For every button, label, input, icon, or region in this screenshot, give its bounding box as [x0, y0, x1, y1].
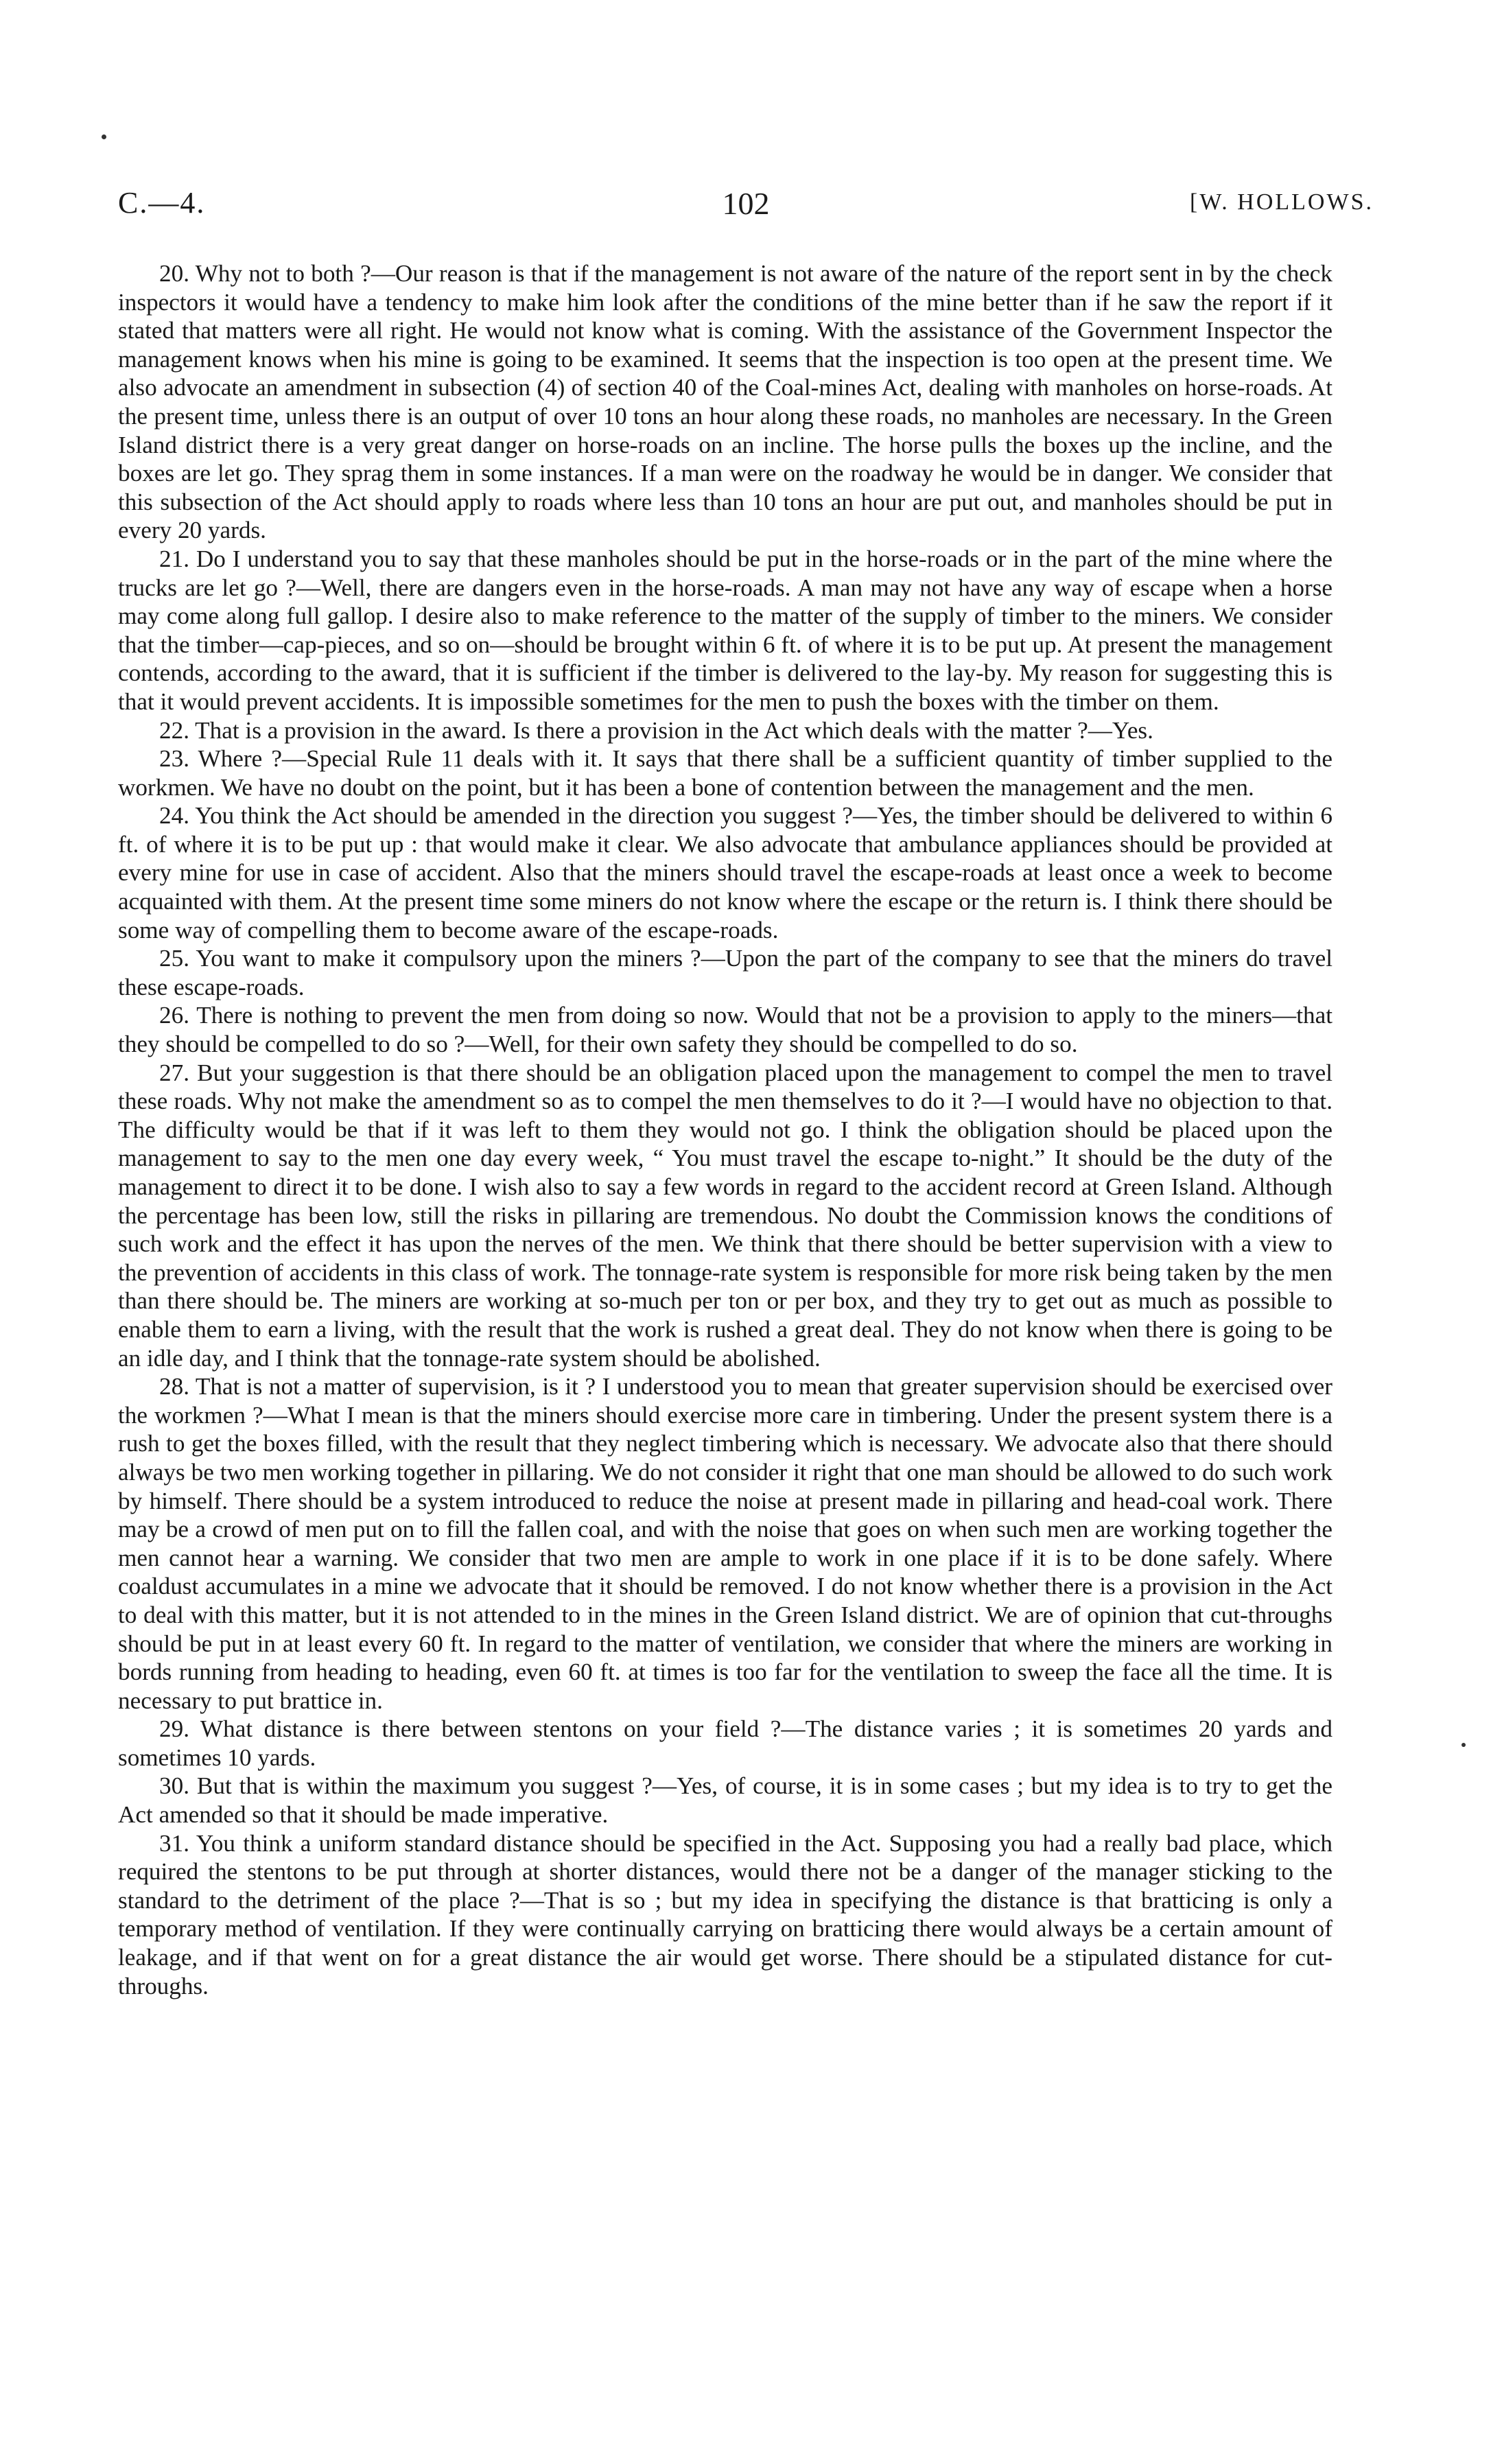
paragraph-24: 24. You think the Act should be amended in the direction you suggest ?—Yes, the timber should be delivered to within 6 ft. of where it is to be put up : that would make it clear. We also advocate that ambulance appliances should be provided at every mine for use in case of accident. Also that the miners should travel the escape-roads at least once a week to become acquainted with them. At the present time some miners do not know where the escape or the return is. I think there should be some way of compelling them to become aware of the escape-roads.	[118, 802, 1332, 943]
paragraph-30: 30. But that is within the maximum you suggest ?—Yes, of course, it is in some cases ; but my idea is to try to get the Act amended so that it should be made imperative.	[118, 1772, 1332, 1829]
paragraph-22: 22. That is a provision in the award. Is there a provision in the Act which deals with the matter ?—Yes.	[159, 716, 1153, 744]
paragraph-20: 20. Why not to both ?—Our reason is that if the management is not aware of the nature of the report sent in by the check inspectors it would have a tendency to make him look after the conditions of the mine better than if he saw the report if it stated that matters were all right. He would not know what is coming. With the assistance of the Government Inspector the management knows when his mine is going to be examined. It seems that the inspection is too open at the present time. We also advocate an amendment in subsection (4) of section 40 of the Coal-mines Act, dealing with manholes on horse-roads. At the present time, unless there is an output of over 10 tons an hour along these roads, no manholes are necessary. In the Green Island district there is a very great danger on horse-roads on an incline. The horse pulls the boxes up the incline, and the boxes are let go. They sprag them in some instances. If a man were on the roadway he would be in danger. We consider that this subsection of the Act should apply to roads where less than 10 tons an hour are put out, and manholes should be put in every 20 yards.	[118, 260, 1332, 544]
paragraph-31: 31. You think a uniform standard distance should be specified in the Act. Supposing you had a really bad place, which required the stentons to be put through at shorter distances, would there not be a danger of the manager sticking to the standard to the detriment of the place ?—That is so ; but my idea in specifying the distance is that bratticing is only a temporary method of ventilation. If they were continually carrying on bratticing there would always be a certain amount of leakage, and if that went on for a great distance the air would get worse. There should be a stipulated distance for cut-throughs.	[118, 1829, 1332, 1999]
paragraph-23: 23. Where ?—Special Rule 11 deals with it. It says that there shall be a sufficient quantity of timber supplied to the workmen. We have no doubt on the point, but it has been a bone of contention between the management and the men.	[118, 745, 1332, 801]
paragraph-27: 27. But your suggestion is that there should be an obligation placed upon the management to compel the men to travel these roads. Why not make the amendment so as to compel the men themselves to do it ?—I would have no objection to that. The difficulty would be that if it was left to them they would not go. I think the obligation should be placed upon the management to say to the men one day every week, “ You must travel the escape to-night.” It should be the duty of the management to direct it to be done. I wish also to say a few words in regard to the accident record at Green Island. Although the percentage has been low, still the risks in pillaring are tremendous. No doubt the Commission knows the conditions of such work and the effect it has upon the nerves of the men. We think that there should be better supervision with a view to the prevention of accidents in this class of work. The tonnage-rate system is responsible for more risk being taken by the men than there should be. The miners are working at so-much per ton or per box, and they try to get out as much as possible to enable them to earn a living, with the result that the work is rushed a great deal. They do not know when there is going to be an idle day, and I think that the tonnage-rate system should be abolished.	[118, 1059, 1332, 1372]
page-number: 102	[722, 186, 770, 221]
paragraph-26: 26. There is nothing to prevent the men from doing so now. Would that not be a provision to apply to the miners—that they should be compelled to do so ?—Well, for their own safety they should be compelled to do so.	[118, 1002, 1332, 1058]
paragraph-29: 29. What distance is there between stentons on your field ?—The distance varies ; it is sometimes 20 yards and sometimes 10 yards.	[118, 1715, 1332, 1771]
page-header	[118, 185, 1374, 233]
print-mark-right	[1461, 1743, 1466, 1747]
paragraph-28: 28. That is not a matter of supervision, is it ? I understood you to mean that greater supervision should be exercised over the workmen ?—What I mean is that the miners should exercise more care in timbering. Under the present system there is a rush to get the boxes filled, with the result that they neglect timbering which is necessary. We advocate also that there should always be two men working together in pillaring. We do not consider it right that one man should be allowed to do such work by himself. There should be a system introduced to reduce the noise at present made in pillaring and head-coal work. There may be a crowd of men put on to fill the fallen coal, and with the noise that goes on when such men are working together the men cannot hear a warning. We consider that two men are ample to work in one place if it is to be done safely. Where coaldust accumulates in a mine we advocate that it should be removed. I do not know whether there is a provision in the Act to deal with this matter, but it is not attended to in the mines in the Green Island district. We are of opinion that cut-throughs should be put in at least every 60 ft. In regard to the matter of ventilation, we consider that where the miners are working in bords running from heading to heading, even 60 ft. at times is too far for the ventilation to sweep the face all the time. It is necessary to put brattice in.	[118, 1373, 1332, 1714]
witness-name: [W. HOLLOWS.	[1190, 189, 1374, 215]
paragraph-25: 25. You want to make it compulsory upon the miners ?—Upon the part of the company to see that the miners do travel these escape-roads.	[118, 945, 1332, 1000]
testimony-body	[118, 259, 1332, 2000]
paragraph-21: 21. Do I understand you to say that these manholes should be put in the horse-roads or in the part of the mine where the trucks are let go ?—Well, there are dangers even in the horse-roads. A man may not have any way of escape when a horse may come along full gallop. I desire also to make reference to the matter of the supply of timber to the miners. We consider that the timber—cap-pieces, and so on—should be brought within 6 ft. of where it is to be put up. At present the management contends, according to the award, that it is sufficient if the timber is delivered to the lay-by. My reason for suggesting this is that it would prevent accidents. It is impossible sometimes for the men to push the boxes with the timber on them.	[118, 545, 1332, 715]
document-code: C.—4.	[118, 186, 206, 220]
print-mark	[102, 134, 106, 139]
